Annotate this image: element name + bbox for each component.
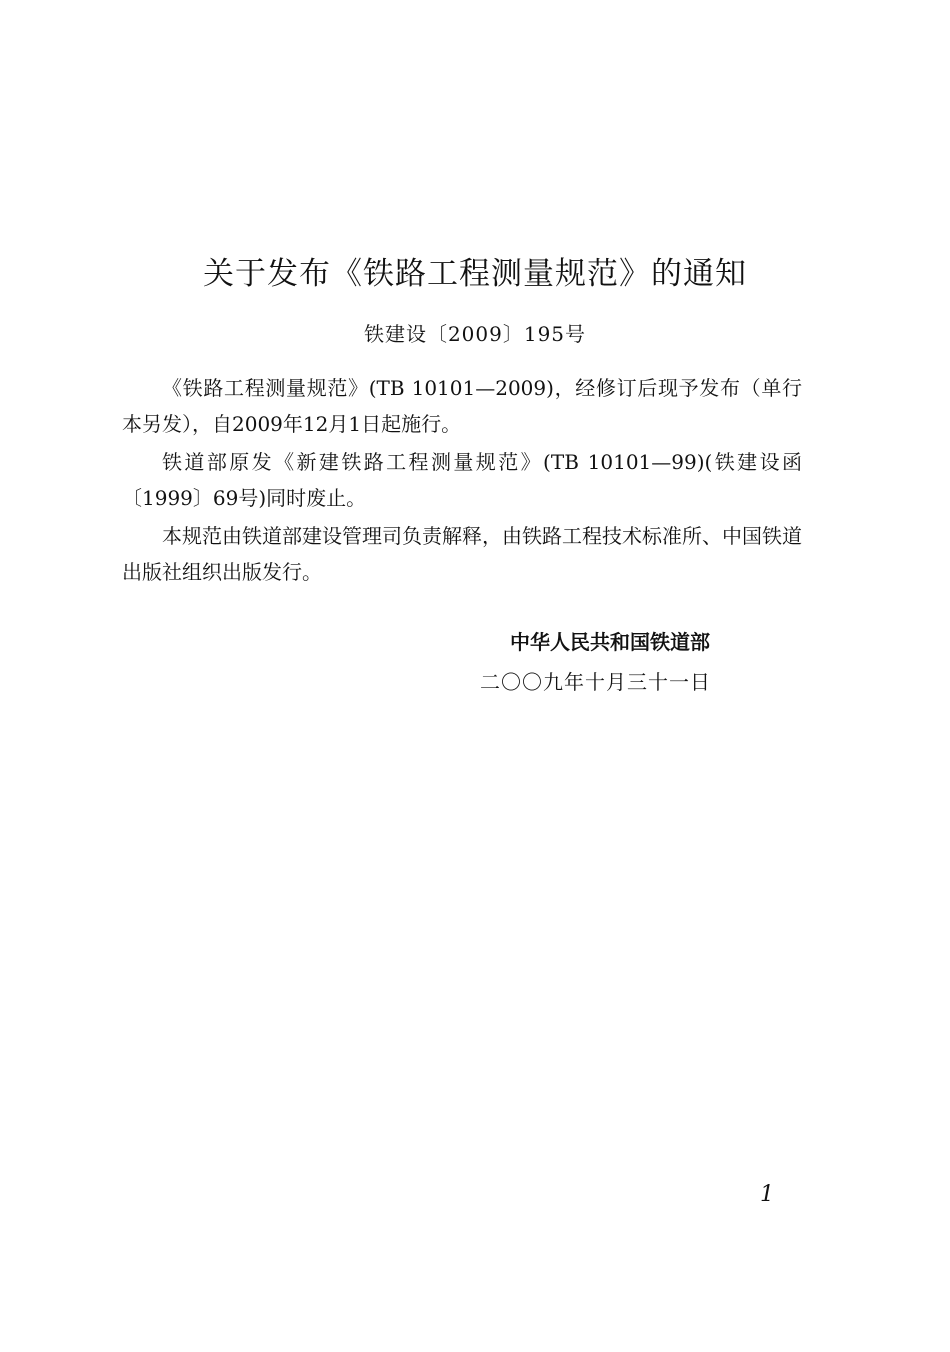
page-number: 1 [760,1182,774,1207]
paragraph-interpretation: 本规范由铁道部建设管理司负责解释，由铁路工程技术标准所、中国铁道出版社组织出版发行。 [122,524,802,584]
signature-block [480,622,780,702]
document-number: 铁建设〔2009〕195号 [363,322,587,346]
issue-date: 二〇〇九年十月三十一日 [480,670,711,694]
notice-title: 关于发布《铁路工程测量规范》的通知 [203,256,747,292]
notice-body [122,370,802,592]
paragraph-repeal: 铁道部原发《新建铁路工程测量规范》(TB 10101—99)(铁建设函〔1999〕69号)同时废止。 [122,450,802,510]
issuer-name: 中华人民共和国铁道部 [510,630,710,654]
paragraph-publication: 《铁路工程测量规范》(TB 10101—2009)，经修订后现予发布（单行本另发），自2009年12月1日起施行。 [122,376,802,436]
